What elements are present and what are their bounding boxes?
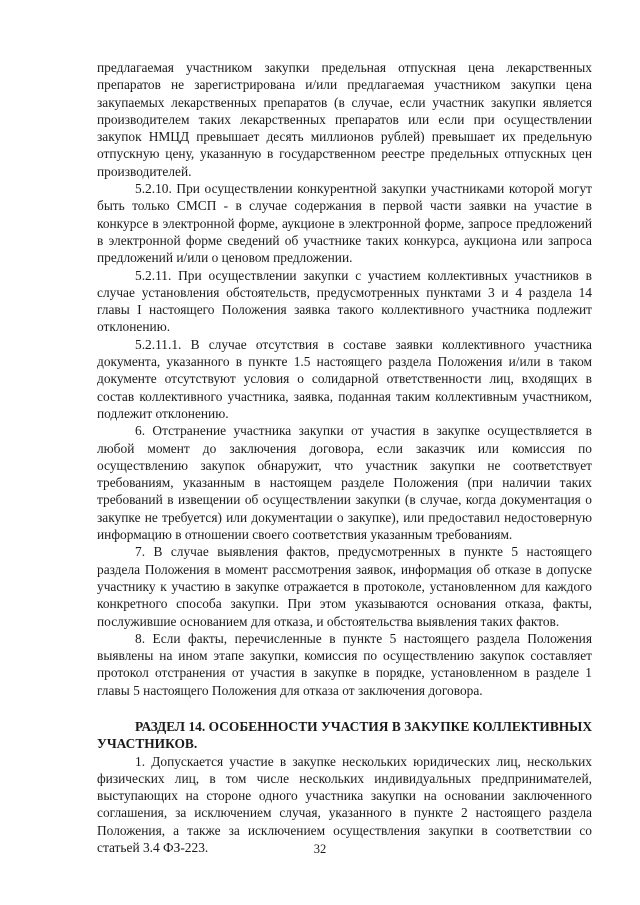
paragraph-8: 8. Если факты, перечисленные в пункте 5 настоящего раздела Положения выявлены на ином этапе закупки, комиссия по осуществлению закупок составляет протокол отстранения от участия в закупке в порядке, установленном в разделе 1 главы 5 настоящего Положения для отказа от заключения договора. — [97, 630, 592, 698]
paragraph-5-2-11: 5.2.11. При осуществлении закупки с участием коллективных участников в случае установления обстоятельств, предусмотренных пунктами 3 и 4 раздела 14 главы I настоящего Положения заявка такого коллективного участника подлежит отклонению. — [97, 267, 592, 335]
section-heading: РАЗДЕЛ 14. ОСОБЕННОСТИ УЧАСТИЯ В ЗАКУПКЕ КОЛЛЕКТИВНЫХ УЧАСТНИКОВ. — [97, 718, 592, 752]
paragraph-continuation: предлагаемая участником закупки предельная отпускная цена лекарственных препаратов не зарегистрирована и/или предлагаемая участником закупки цена закупаемых лекарственных препаратов (в случае, если участник закупки является производителем таких лекарственных препаратов или если при осуществлении закупок НМЦД превышает десять миллионов рублей) превышает их предельную отпускную цену, указанную в государственном реестре предельных отпускных цен производителей. — [97, 60, 592, 179]
document-body — [97, 59, 592, 856]
page-number: 32 — [313, 842, 327, 856]
paragraph-7: 7. В случае выявления фактов, предусмотренных в пункте 5 настоящего раздела Положения в момент рассмотрения заявок, информация об отказе в допуске участнику к участию в закупке отражается в протоколе, установленном для каждого конкретного способа закупки. При этом указываются основания отказа, факты, послужившие основанием для отказа, и обстоятельства выявления таких фактов. — [97, 544, 592, 629]
paragraph-5-2-11-1: 5.2.11.1. В случае отсутствия в составе заявки коллективного участника документа, указанного в пункте 1.5 настоящего раздела Положения и/или в таком документе отсутствуют условия о солидарной ответственности лиц, входящих в состав коллективного участника, заявка, поданная таким коллективным участником, подлежит отклонению. — [97, 336, 592, 421]
paragraph-6: 6. Отстранение участника закупки от участия в закупке осуществляется в любой момент до заключения договора, если заказчик или комиссия по осуществлению закупок обнаружит, что участник закупки не соответствует требованиям, указанным в настоящем разделе Положения (при наличии таких требований в извещении об осуществлении закупки (в случае, когда документация о закупке не требуется) или документации о закупке), или предоставил недостоверную информацию в отношении своего соответствия указанным требованиям. — [97, 423, 592, 543]
section-paragraph-1: 1. Допускается участие в закупке нескольких юридических лиц, нескольких физических лиц, в том числе нескольких индивидуальных предпринимателей, выступающих на стороне одного участника закупки на основании заключенного соглашения, за исключением случая, указанного в пункте 2 настоящего раздела Положения, а также за исключением осуществления закупки в соответствии со статьей 3.4 ФЗ-223. — [97, 753, 592, 856]
paragraph-5-2-10: 5.2.10. При осуществлении конкурентной закупки участниками которой могут быть только СМСП - в случае содержания в первой части заявки на участие в конкурсе в электронной форме, аукционе в электронной форме, запросе предложений в электронной форме сведений об участнике таких конкурса, аукциона или запроса предложений и/или о ценовом предложении. — [97, 181, 592, 266]
